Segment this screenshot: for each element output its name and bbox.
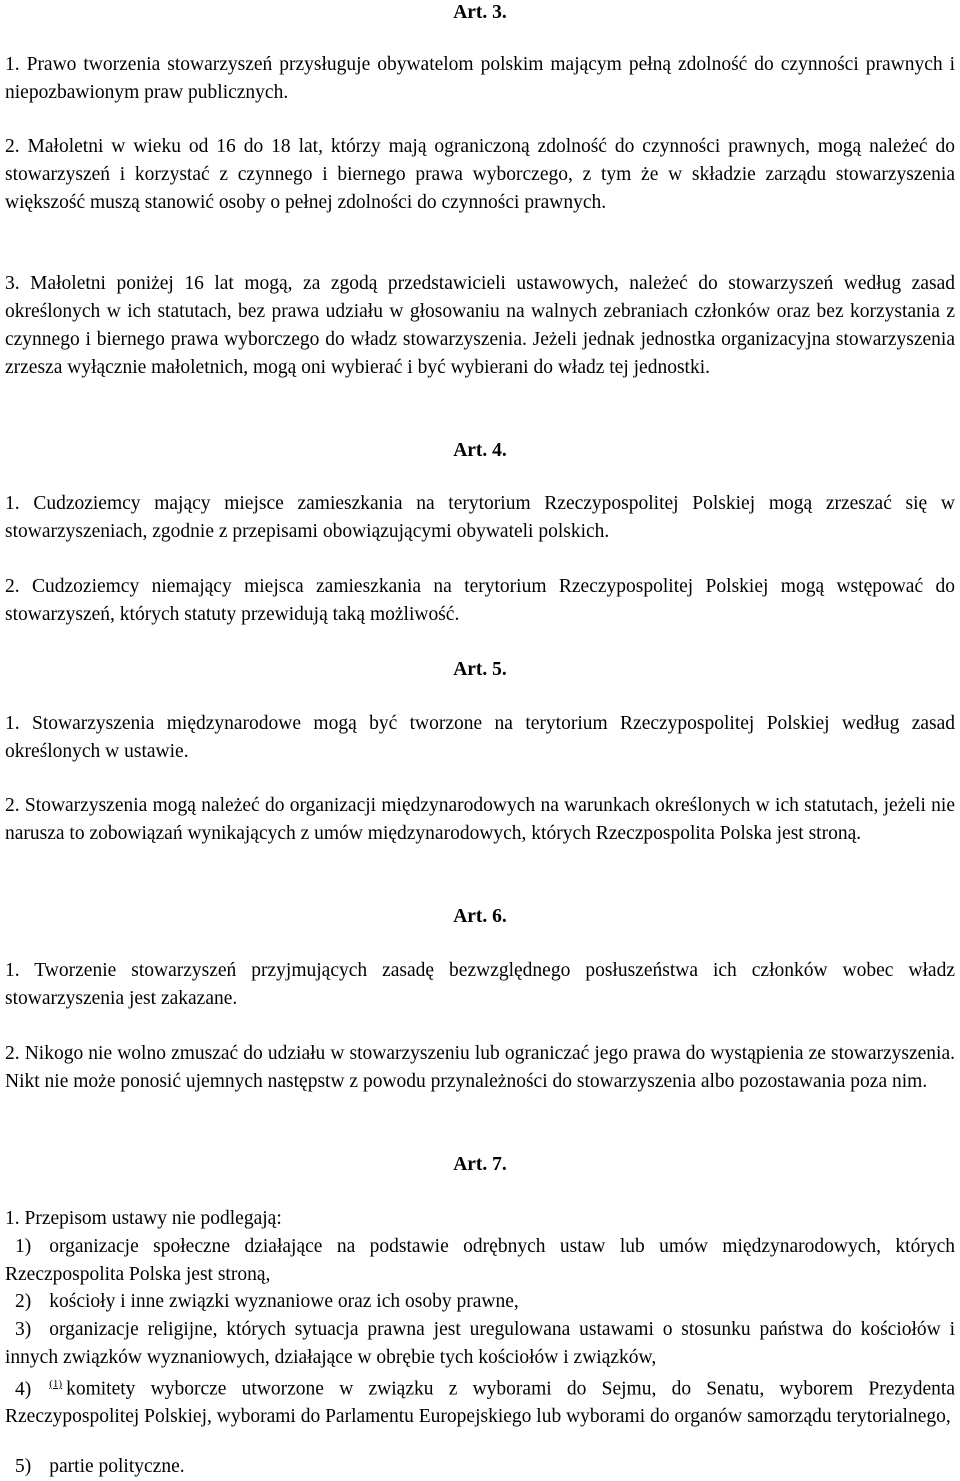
list-item-text: komitety wyborcze utworzone w związku z wyborami do Sejmu, do Senatu, wyborem Prezydenta Rzeczypospolitej Polskiej, wyborami do Parlamentu Europejskiego lub wyborami do organów samorządu terytorialnego, bbox=[5, 1378, 955, 1427]
list-item-number: 4) bbox=[15, 1378, 32, 1400]
list-item-text: partie polityczne. bbox=[49, 1456, 185, 1477]
article-title-4: Art. 4. bbox=[453, 440, 507, 461]
art3-paragraph-2 bbox=[5, 133, 955, 217]
art4-paragraph-2 bbox=[5, 573, 955, 629]
art7-list-item-3 bbox=[5, 1316, 955, 1371]
paragraph-number: 1. bbox=[5, 54, 20, 75]
paragraph-text: Cudzoziemcy mający miejsce zamieszkania na terytorium Rzeczypospolitej Polskiej mogą zrzeszać się w stowarzyszeniach, zgodnie z przepisami obowiązującymi obywateli polskich. bbox=[5, 493, 955, 542]
article-title-7: Art. 7. bbox=[453, 1154, 507, 1175]
art3-paragraph-1 bbox=[5, 51, 955, 107]
paragraph-number: 2. bbox=[5, 136, 20, 157]
footnote-link[interactable]: (1) bbox=[49, 1378, 63, 1390]
art7-intro bbox=[5, 1205, 955, 1233]
art4-paragraph-1 bbox=[5, 490, 955, 546]
art7-list-item-4 bbox=[5, 1371, 955, 1431]
art7-list-item-5 bbox=[5, 1453, 955, 1481]
paragraph-text: Stowarzyszenia międzynarodowe mogą być tworzone na terytorium Rzeczypospolitej Polskiej według zasad określonych w ustawie. bbox=[5, 713, 955, 762]
list-item-text: organizacje społeczne działające na podstawie odrębnych ustaw lub umów międzynarodowych, których Rzeczpospolita Polska jest stroną, bbox=[5, 1236, 955, 1285]
paragraph-text: Małoletni w wieku od 16 do 18 lat, którzy mają ograniczoną zdolność do czynności prawnych, mogą należeć do stowarzyszeń i korzystać z czynnego i biernego prawa wyborczego, z tym że w składzie zarządu stowarzyszenia większość muszą stanowić osoby o pełnej zdolności do czynności prawnych. bbox=[5, 136, 955, 213]
paragraph-number: 1. bbox=[5, 713, 20, 734]
article-title-6: Art. 6. bbox=[453, 906, 507, 927]
paragraph-number: 3. bbox=[5, 273, 20, 294]
paragraph-number: 2. bbox=[5, 576, 20, 597]
paragraph-number: 1. bbox=[5, 960, 20, 981]
art3-paragraph-3 bbox=[5, 270, 955, 382]
art7-list-item-2 bbox=[5, 1288, 955, 1316]
list-item-text: kościoły i inne związki wyznaniowe oraz ich osoby prawne, bbox=[49, 1291, 519, 1312]
paragraph-text: Prawo tworzenia stowarzyszeń przysługuje obywatelom polskim mającym pełną zdolność do czynności prawnych i niepozbawionym praw publicznych. bbox=[5, 54, 955, 103]
paragraph-number: 2. bbox=[5, 795, 20, 816]
art6-paragraph-2 bbox=[5, 1040, 955, 1096]
paragraph-text: Małoletni poniżej 16 lat mogą, za zgodą przedstawicieli ustawowych, należeć do stowarzyszeń według zasad określonych w ich statutach, bez prawa udziału w głosowaniu na walnych zebraniach członków oraz bez korzystania z czynnego i biernego prawa wyborczego do władz stowarzyszenia. Jeżeli jednak jednostka organizacyjna stowarzyszenia zrzesza wyłącznie małoletnich, mogą oni wybierać i być wybierani do władz tej jednostki. bbox=[5, 273, 955, 378]
paragraph-text: Cudzoziemcy niemający miejsca zamieszkania na terytorium Rzeczypospolitej Polskiej mogą wstępować do stowarzyszeń, których statuty przewidują taką możliwość. bbox=[5, 576, 955, 625]
paragraph-text: Nikogo nie wolno zmuszać do udziału w stowarzyszeniu lub ograniczać jego prawa do wystąpienia ze stowarzyszenia. Nikt nie może ponosić ujemnych następstw z powodu przynależności do stowarzyszenia albo pozostawania poza nim. bbox=[5, 1043, 955, 1092]
art7-list-item-1 bbox=[5, 1233, 955, 1288]
art5-paragraph-2 bbox=[5, 792, 955, 848]
list-item-number: 3) bbox=[15, 1319, 32, 1340]
paragraph-number: 1. bbox=[5, 493, 20, 514]
article-title-3: Art. 3. bbox=[453, 2, 507, 23]
paragraph-text: Stowarzyszenia mogą należeć do organizacji międzynarodowych na warunkach określonych w ich statutach, jeżeli nie narusza to zobowiązań wynikających z umów międzynarodowych, których Rzeczpospolita Polska jest stroną. bbox=[5, 795, 955, 844]
paragraph-text: Przepisom ustawy nie podlegają: bbox=[19, 1208, 282, 1229]
paragraph-number: 2. bbox=[5, 1043, 20, 1064]
list-item-number: 5) bbox=[15, 1456, 32, 1477]
list-item-text: organizacje religijne, których sytuacja prawna jest uregulowana ustawami o stosunku państwa do kościołów i innych związków wyznaniowych, działające w obrębie tych kościołów i związków, bbox=[5, 1319, 955, 1368]
list-item-number: 2) bbox=[15, 1291, 32, 1312]
paragraph-number: 1. bbox=[5, 1208, 20, 1229]
list-item-number: 1) bbox=[15, 1236, 32, 1257]
paragraph-text: Tworzenie stowarzyszeń przyjmujących zasadę bezwzględnego posłuszeństwa ich członków wobec władz stowarzyszenia jest zakazane. bbox=[5, 960, 955, 1009]
article-title-5: Art. 5. bbox=[453, 659, 507, 680]
art5-paragraph-1 bbox=[5, 710, 955, 766]
art6-paragraph-1 bbox=[5, 957, 955, 1013]
